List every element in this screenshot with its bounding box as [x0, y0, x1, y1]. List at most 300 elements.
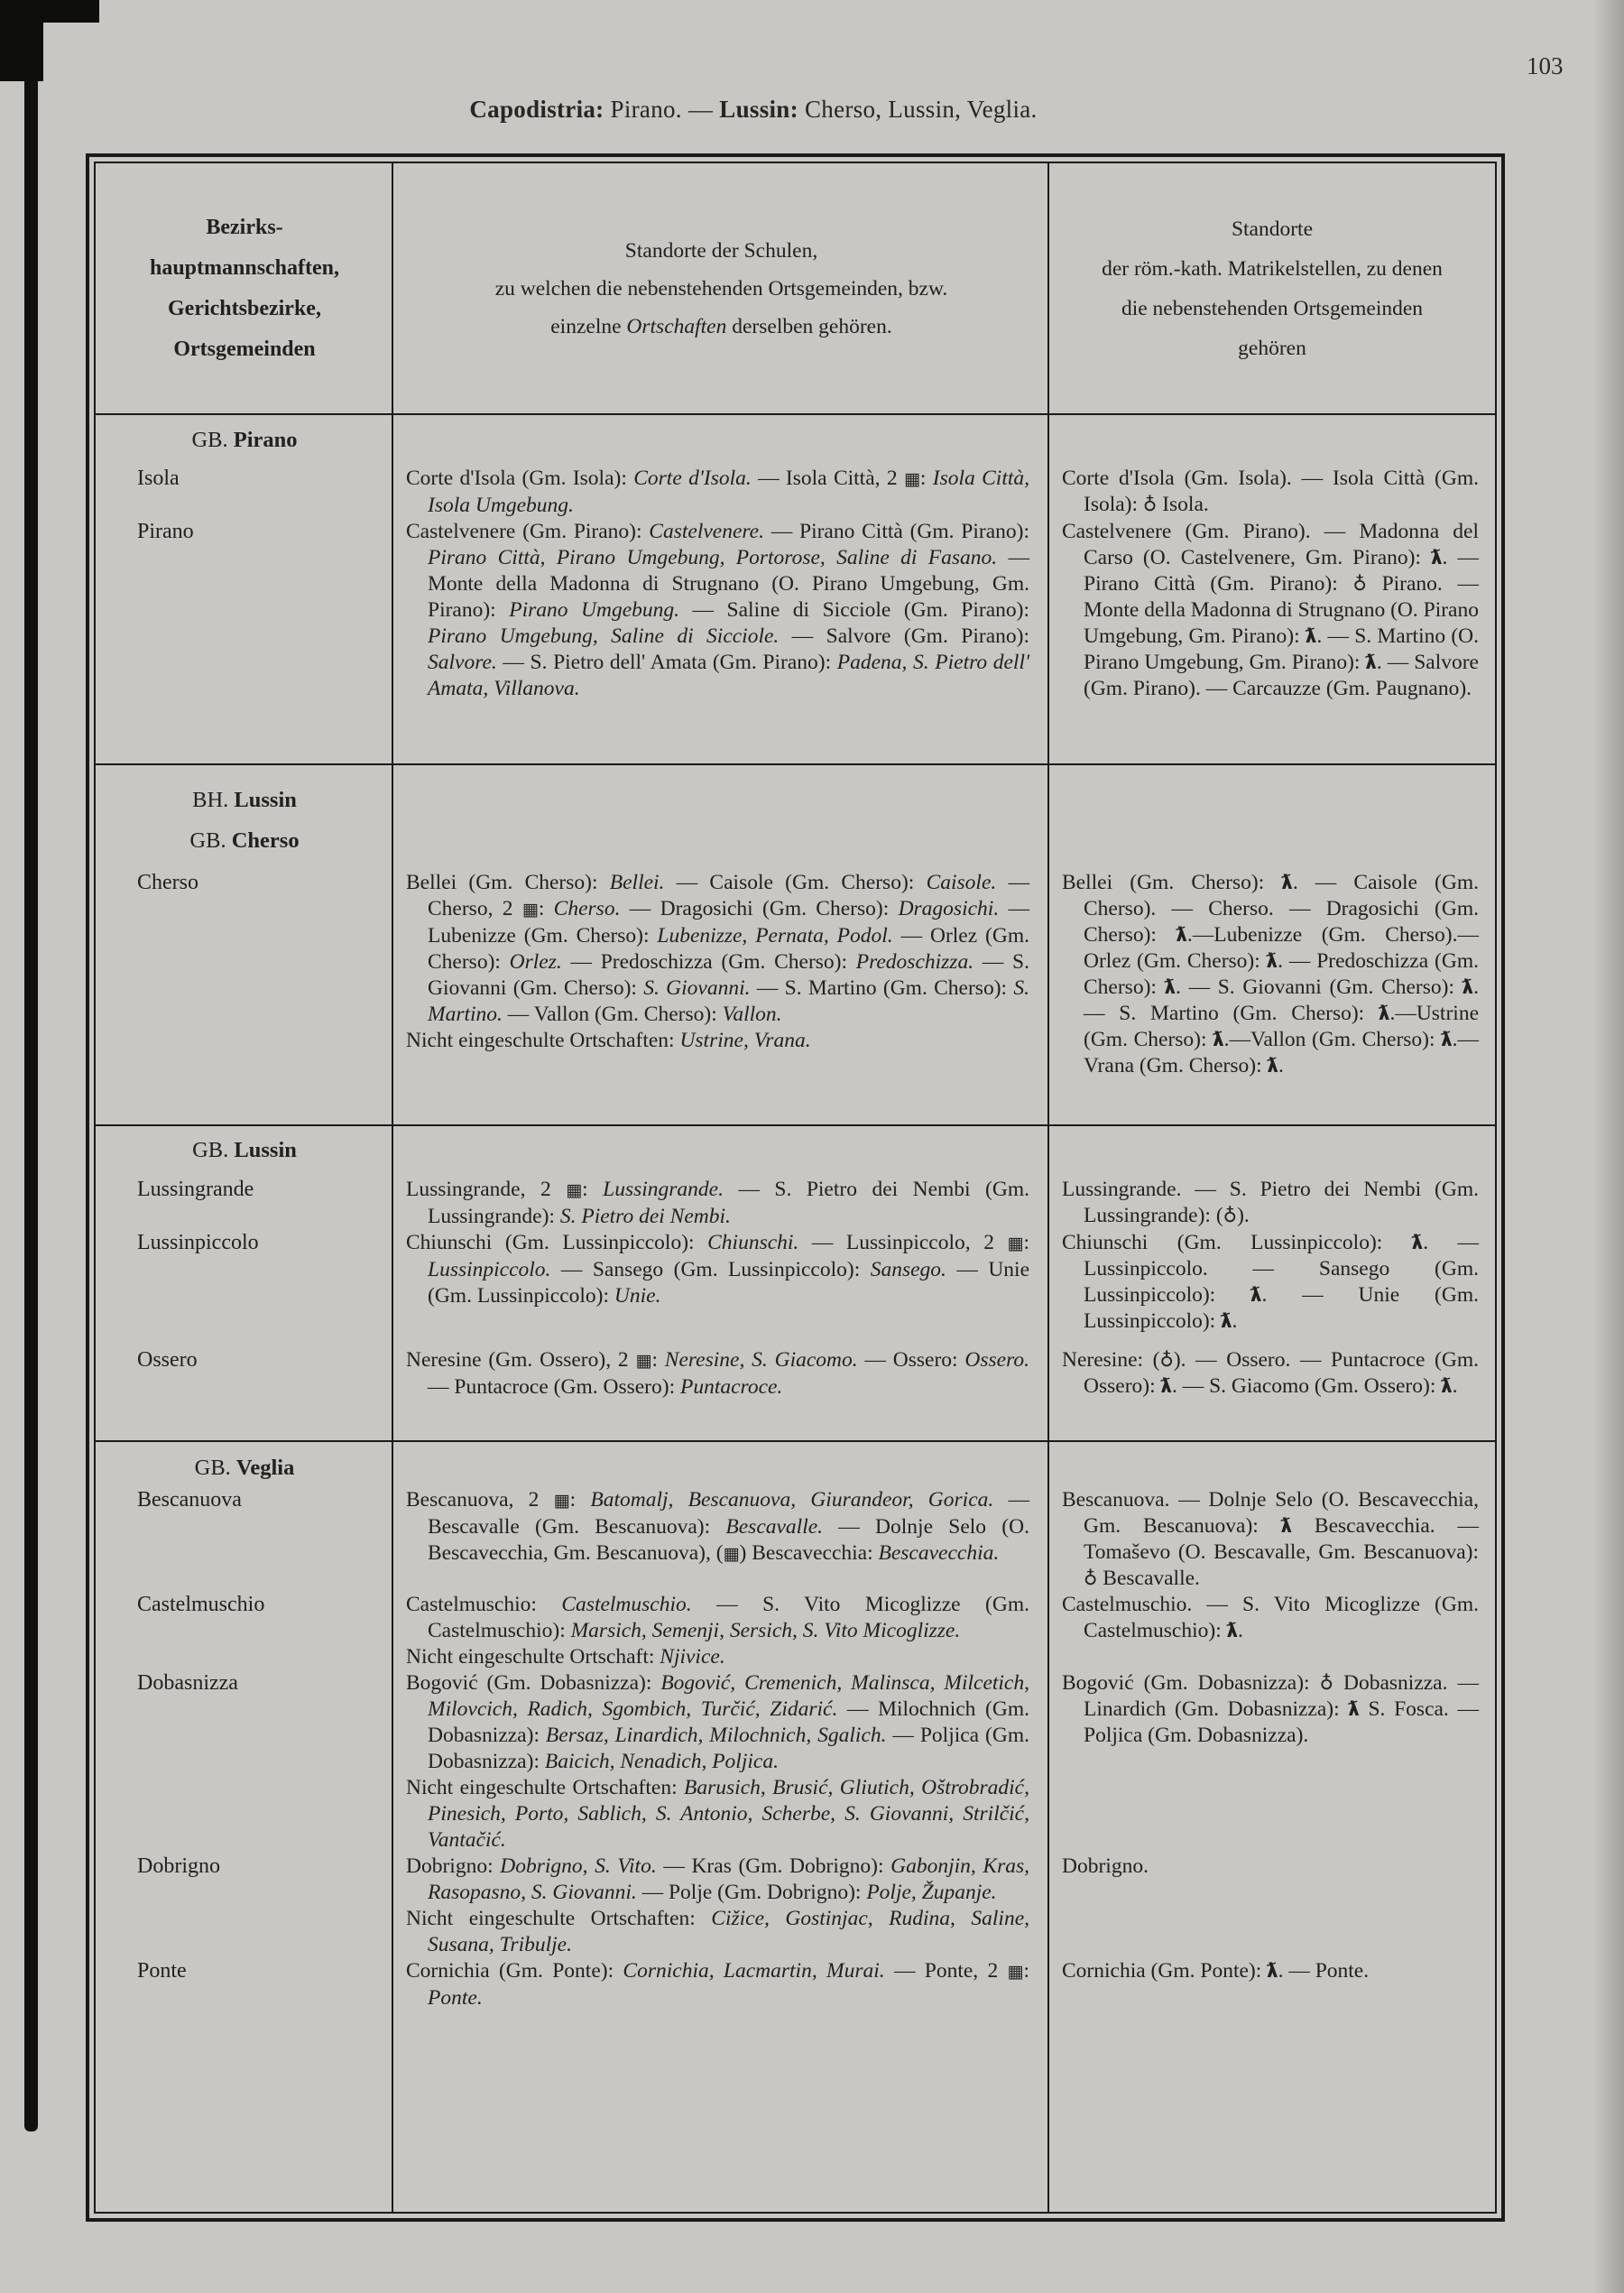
text-run: — Cherso, 2 — [428, 871, 1029, 920]
text-run: hauptmannschaften, — [149, 255, 340, 280]
scan-artifact-left-bar — [24, 0, 38, 2131]
text-run: Pirano. — — [604, 96, 720, 123]
chapel-icon: ƛ — [1365, 652, 1377, 673]
text-run: Bogović (Gm. Dobasnizza): — [1062, 1671, 1320, 1695]
matrikel-paragraph — [1062, 1670, 1479, 1749]
chapel-icon: ƛ — [1221, 1310, 1232, 1332]
text-run: . — Lussinpiccolo. — Sansego (Gm. Lussinpiccolo): — [1084, 1231, 1479, 1307]
text-run: Cornichia, Lacmartin, Murai. — [623, 1959, 885, 1983]
section-heading — [96, 1442, 393, 1482]
text-run: derselben gehören. — [726, 314, 892, 338]
column-divider — [1047, 163, 1049, 2212]
commune-name: Bescanuova — [137, 1488, 242, 1512]
text-run: ). — [1237, 1204, 1250, 1227]
chapel-icon: ƛ — [1348, 1698, 1360, 1720]
text-run: : — [582, 1178, 604, 1201]
text-run: Bescavecchia. — Tomaševo (O. Bescavalle, Gm. Bescanuova): — [1084, 1514, 1479, 1564]
scan-edge-shadow — [1593, 0, 1624, 2293]
text-run: Bersaz, Linardich, Milochnich, Sgalich. — [545, 1724, 887, 1747]
text-run: : — [919, 467, 933, 490]
text-run: die nebenstehenden Ortsgemeinden — [1121, 296, 1424, 320]
gemeinde-row — [96, 1670, 1495, 1854]
gemeinde-row — [96, 1177, 1495, 1230]
column-divider — [392, 163, 393, 2212]
header-line — [173, 329, 315, 370]
text-run: — Salvore (Gm. Pirano): — [779, 624, 1029, 648]
schools-paragraph — [406, 466, 1029, 519]
text-run: Veglia — [235, 1456, 295, 1480]
section-heading-line — [96, 780, 393, 820]
text-run: Predoschizza. — [855, 950, 974, 974]
text-run: Ortsgemeinden — [173, 337, 316, 361]
schools-cell — [393, 1347, 1049, 1401]
text-run: Chiunschi (Gm. Lussinpiccolo): — [406, 1231, 708, 1254]
text-run: . — Unie (Gm. Lussinpiccolo): — [1084, 1283, 1479, 1333]
chapel-icon: ƛ — [1431, 547, 1443, 569]
school-building-icon: ▦ — [553, 1491, 570, 1511]
text-run: Dobrigno, S. Vito. — [500, 1854, 657, 1878]
text-run: — Sansego (Gm. Lussinpiccolo): — [550, 1258, 871, 1281]
text-run: der röm.-kath. Matrikelstellen, zu denen — [1102, 256, 1443, 281]
text-run: Lussingrande. — S. Pietro dei Nembi (Gm. Lussingrande): ( — [1062, 1178, 1479, 1227]
text-run: .—Ustrine (Gm. Cherso): — [1084, 1002, 1479, 1051]
parish-church-icon: ♁ — [1159, 1349, 1174, 1371]
text-run: Lussin — [234, 1138, 297, 1162]
text-run: Lussin: — [719, 96, 798, 123]
text-run: Salvore. — [428, 651, 497, 674]
matrikel-paragraph — [1062, 466, 1479, 518]
commune-name: Dobrigno — [137, 1854, 220, 1878]
text-run: Corte d'Isola. — [633, 467, 752, 490]
text-run: Castelmuschio. — [561, 1593, 692, 1616]
text-run: Pirano — [233, 428, 298, 452]
text-run: S. Pietro dei Nembi. — [559, 1205, 731, 1228]
gemeinde-row — [96, 466, 1495, 519]
text-run: Padena, S. Pietro dell' Amata, Villanova. — [428, 651, 1029, 700]
text-run: — Saline di Sicciole (Gm. Pirano): — [679, 598, 1029, 622]
text-run: : — [1023, 1959, 1029, 1983]
text-run: — Caisole (Gm. Cherso): — [664, 871, 927, 894]
text-run: — Milochnich (Gm. Dobasnizza): — [428, 1697, 1029, 1747]
text-run: Baicich, Nenadich, Poljica. — [544, 1750, 779, 1773]
schools-cell — [393, 1487, 1049, 1592]
header-line — [1213, 209, 1331, 249]
text-run: zu welchen die nebenstehenden Ortsgemeinden, bzw. — [494, 276, 948, 300]
matrikel-cell — [1049, 1670, 1495, 1854]
text-run: Castelvenere (Gm. Pirano). — Madonna del Carso (O. Castelvenere, Gm. Pirano): — [1062, 520, 1479, 569]
text-run: — Monte della Madonna di Strugnano (O. Pirano Umgebung, Gm. Pirano): — [428, 546, 1030, 622]
gazetteer-table-inner — [94, 162, 1497, 2214]
text-run: Bellei (Gm. Cherso): — [406, 871, 610, 894]
schools-cell — [393, 466, 1049, 519]
chapel-icon: ƛ — [1226, 1620, 1239, 1641]
text-run: Gabonjin, Kras, Rasopasno, S. Giovanni. — [428, 1854, 1029, 1904]
chapel-icon: ƛ — [1164, 976, 1176, 998]
text-run: Castelvenere (Gm. Pirano): — [406, 520, 650, 543]
table-section — [96, 1124, 1495, 1440]
chapel-icon: ƛ — [1176, 924, 1187, 946]
text-run: ). — Ossero. — Puntacroce (Gm. Ossero): — [1084, 1348, 1479, 1398]
text-run: Ortschaften — [626, 314, 727, 338]
text-run: Sansego. — [870, 1258, 946, 1281]
text-run: — Pirano Città (Gm. Pirano): — [763, 520, 1029, 543]
text-run: Nicht eingeschulte Ortschaft: — [406, 1645, 660, 1669]
text-run: Bellei (Gm. Cherso): — [1062, 871, 1282, 894]
text-run: Castelmuschio. — S. Vito Micoglizze (Gm. Castelmuschio): — [1062, 1593, 1479, 1642]
text-run: . — [1238, 1619, 1243, 1642]
commune-name: Pirano — [137, 520, 194, 543]
text-run: Unie. — [614, 1284, 661, 1308]
text-run: — Vallon (Gm. Cherso): — [502, 1003, 723, 1026]
schools-paragraph — [406, 1906, 1029, 1958]
header-line — [150, 248, 339, 289]
section-heading-line — [96, 820, 393, 861]
section-heading-line — [96, 427, 393, 454]
text-run: Lussingrande, 2 — [406, 1178, 567, 1201]
matrikel-paragraph — [1062, 519, 1479, 702]
text-run: Puntacroce. — [679, 1375, 783, 1399]
text-run: Cižice, Gostinjac, Rudina, Saline, Susana, Tribulje. — [428, 1907, 1029, 1956]
text-run: Bescavecchia. — [878, 1541, 1000, 1565]
gemeinde-row — [96, 1487, 1495, 1592]
chapel-icon: ƛ — [1267, 1055, 1278, 1077]
header-cell-schools — [393, 163, 1049, 413]
matrikel-paragraph — [1062, 1592, 1479, 1644]
parish-church-icon: ♁ — [1319, 1672, 1333, 1694]
matrikel-paragraph — [1062, 1854, 1479, 1880]
text-run: : — [1023, 1231, 1029, 1254]
chapel-icon: ƛ — [1160, 1375, 1172, 1397]
text-run: Standorte — [1231, 217, 1314, 241]
text-run: — Lussinpiccolo, 2 — [798, 1231, 1008, 1254]
schools-paragraph — [406, 1644, 1029, 1670]
text-run: Lussin — [234, 788, 297, 812]
text-run: — S. Vito Micoglizze (Gm. Castelmuschio): — [428, 1593, 1030, 1642]
matrikel-cell — [1049, 466, 1495, 519]
text-run: Neresine: ( — [1062, 1348, 1160, 1372]
text-run: . — Ponte. — [1278, 1959, 1370, 1983]
text-run: . — S. Martino (O. Pirano Umgebung, Gm. Pirano): — [1084, 624, 1480, 674]
text-run: Dobrigno. — [1062, 1854, 1149, 1878]
gemeinde-row — [96, 1592, 1495, 1670]
chapel-icon: ƛ — [1379, 1003, 1390, 1024]
text-run: Castelmuschio: — [406, 1593, 562, 1616]
text-run: Bezirks- — [206, 215, 283, 239]
text-run: .—Vallon (Gm. Cherso): — [1223, 1028, 1442, 1051]
chapel-icon: ƛ — [1266, 950, 1278, 972]
school-building-icon: ▦ — [723, 1544, 740, 1564]
parish-church-icon: ♁ — [1223, 1205, 1238, 1226]
chapel-icon: ƛ — [1411, 1232, 1424, 1253]
matrikel-paragraph — [1062, 870, 1479, 1079]
text-run: Barusich, Brusić, Gliutich, Oštrobradić, Pinesich, Porto, Sablich, S. Antonio, Scherbe, S. Giovanni, Strilčić, Vantačić. — [428, 1776, 1029, 1852]
text-run: . — Pirano Città (Gm. Pirano): — [1084, 546, 1480, 596]
text-run: Dragosichi. — [898, 897, 1000, 920]
text-run: Pirano. — Monte della Madonna di Strugnano (O. Pirano Umgebung, Gm. Pirano): — [1084, 572, 1479, 648]
commune-name: Dobasnizza — [137, 1671, 238, 1695]
schools-paragraph — [406, 1230, 1029, 1309]
header-line — [168, 289, 321, 329]
parish-church-icon: ♁ — [1352, 573, 1367, 595]
text-run: : — [651, 1348, 665, 1372]
school-building-icon: ▦ — [566, 1180, 583, 1200]
matrikel-paragraph — [1062, 1230, 1479, 1335]
table-section — [96, 1440, 1495, 2214]
chapel-icon: ƛ — [1213, 1029, 1224, 1050]
header-line — [495, 270, 948, 308]
text-run: Polje, Županje. — [866, 1881, 997, 1904]
gazetteer-table — [86, 153, 1505, 2222]
schools-paragraph — [406, 1592, 1029, 1644]
text-run: Isola Città, Isola Umgebung. — [428, 467, 1030, 517]
commune-name: Castelmuschio — [137, 1593, 265, 1616]
text-run: GB. — [189, 828, 232, 853]
header-line — [1103, 289, 1441, 328]
text-run: .—Vrana (Gm. Cherso): — [1084, 1028, 1479, 1077]
text-run: Bogović, Cremenich, Malinsca, Milcetich, Milovcich, Radich, Sgombich, Turčić, Zidarić. — [428, 1671, 1029, 1721]
text-run: ) Bescavecchia: — [739, 1541, 879, 1565]
text-run: — Ponte, 2 — [884, 1959, 1008, 1983]
text-run: Njivice. — [660, 1645, 725, 1669]
section-heading — [96, 1126, 393, 1164]
schools-cell — [393, 1592, 1049, 1670]
school-building-icon: ▦ — [635, 1351, 652, 1371]
chapel-icon: ƛ — [1250, 1284, 1262, 1306]
schools-paragraph — [406, 1958, 1029, 2011]
text-run: — Bescavalle (Gm. Bescanuova): — [428, 1488, 1030, 1539]
text-run: — Dolnje Selo (O. Bescavecchia, Gm. Bescanuova), ( — [428, 1515, 1029, 1565]
parish-church-icon: ♁ — [1084, 1567, 1098, 1589]
text-run: Pirano Umgebung, Saline di Sicciole. — [428, 624, 780, 648]
text-run: — Unie (Gm. Lussinpiccolo): — [428, 1258, 1029, 1308]
text-run: Dobasnizza. — Linardich (Gm. Dobasnizza): — [1084, 1671, 1479, 1721]
text-run: Lubenizze, Pernata, Podol. — [657, 924, 893, 948]
page-number: 103 — [1527, 52, 1564, 79]
text-run: Cherso. — [553, 897, 621, 920]
text-run: . — S. Giacomo (Gm. Ossero): — [1171, 1374, 1442, 1398]
table-header-row — [96, 163, 1495, 413]
text-run: : — [569, 1488, 591, 1512]
header-line — [1084, 249, 1461, 289]
text-run: Nicht eingeschulte Ortschaften: — [406, 1776, 685, 1799]
text-run: — Polje (Gm. Dobrigno): — [636, 1881, 867, 1904]
chapel-icon: ƛ — [1280, 1515, 1293, 1537]
text-run: Ponte. — [428, 1986, 483, 2010]
text-run: Neresine, S. Giacomo. — [664, 1348, 858, 1372]
gemeinde-row — [96, 1958, 1495, 2011]
text-run: Marsich, Semenji, Sersich, S. Vito Micoglizze. — [570, 1619, 961, 1642]
matrikel-cell — [1049, 1592, 1495, 1670]
commune-name: Ponte — [137, 1959, 187, 1983]
text-run: GB. — [191, 428, 234, 452]
text-run: — Predoschizza (Gm. Cherso): — [561, 950, 856, 974]
matrikel-cell — [1049, 1854, 1495, 1958]
schools-paragraph — [406, 1670, 1029, 1775]
text-run: — S. Pietro dell' Amata (Gm. Pirano): — [496, 651, 837, 674]
text-run: Vallon. — [722, 1003, 782, 1026]
schools-cell — [393, 519, 1049, 702]
text-run: Chiunschi. — [707, 1231, 799, 1254]
text-run: Nicht eingeschulte Ortschaften: — [406, 1029, 680, 1052]
schools-paragraph — [406, 1028, 1029, 1054]
text-run: Caisole. — [926, 871, 997, 894]
text-run: GB. — [194, 1456, 236, 1480]
gemeinde-row — [96, 519, 1495, 702]
text-run: Bogović (Gm. Dobasnizza): — [406, 1671, 661, 1695]
header-line — [625, 232, 817, 270]
matrikel-cell — [1049, 1230, 1495, 1335]
header-cell-districts — [96, 163, 393, 413]
school-building-icon: ▦ — [1007, 1962, 1024, 1982]
section-heading-line — [96, 1137, 393, 1164]
chapel-icon: ƛ — [1281, 872, 1293, 893]
schools-paragraph — [406, 1487, 1029, 1567]
gemeinde-row — [96, 870, 1495, 1079]
text-run: Pirano Città, Pirano Umgebung, Portorose, Saline di Fasano. — [428, 546, 998, 569]
text-run: . — Caisole (Gm. Cherso). — Cherso. — Dragosichi (Gm. Cherso): — [1084, 871, 1479, 947]
school-building-icon: ▦ — [903, 469, 920, 489]
matrikel-cell — [1049, 1347, 1495, 1401]
text-run: Cherso, Lussin, Veglia. — [798, 96, 1038, 123]
text-run: — Isola Città, 2 — [751, 467, 904, 490]
matrikel-cell — [1049, 1958, 1495, 2011]
text-run: Bellei. — [609, 871, 665, 894]
commune-name: Cherso — [137, 871, 198, 894]
header-line — [550, 308, 891, 346]
text-run: Dobrigno: — [406, 1854, 501, 1878]
schools-cell — [393, 1958, 1049, 2011]
text-run: — Puntacroce (Gm. Ossero): — [428, 1375, 680, 1399]
text-run: GB. — [192, 1138, 235, 1162]
text-run: . — Salvore (Gm. Pirano). — Carcauzze (Gm. Paugnano). — [1084, 651, 1479, 700]
matrikel-cell — [1049, 519, 1495, 702]
text-run: Neresine (Gm. Ossero), 2 — [406, 1348, 636, 1372]
scan-artifact-corner — [0, 0, 43, 81]
schools-paragraph — [406, 1854, 1029, 1906]
text-run: Isola. — [1157, 493, 1209, 516]
commune-name: Isola — [137, 467, 180, 490]
text-run: — Ossero: — [857, 1348, 965, 1372]
schools-cell — [393, 1230, 1049, 1335]
text-run: Bescanuova, 2 — [406, 1488, 554, 1512]
text-run: . — [1452, 1374, 1458, 1398]
text-run: einzelne — [550, 314, 627, 338]
chapel-icon: ƛ — [1441, 1029, 1453, 1050]
text-run: — S. Pietro dei Nembi (Gm. Lussingrande): — [428, 1178, 1029, 1228]
schools-paragraph — [406, 1347, 1029, 1401]
chapel-icon: ƛ — [1462, 976, 1474, 998]
schools-cell — [393, 1177, 1049, 1230]
text-run: Bescavalle. — [1097, 1567, 1200, 1590]
text-run: . — S. Giovanni (Gm. Cherso): — [1176, 975, 1463, 999]
text-run: Lussinpiccolo. — [428, 1258, 551, 1281]
text-run: . — [1278, 1054, 1284, 1077]
matrikel-cell — [1049, 1177, 1495, 1230]
parish-church-icon: ♁ — [1142, 494, 1158, 515]
text-run: — S. Martino (Gm. Cherso): — [750, 976, 1014, 1000]
chapel-icon: ƛ — [1305, 625, 1317, 647]
header-line — [206, 208, 282, 248]
text-run: BH. — [192, 788, 235, 812]
gemeinde-row — [96, 1230, 1495, 1335]
text-run: Castelvenere. — [649, 520, 764, 543]
text-run: Lussingrande. — [603, 1178, 724, 1201]
text-run: Chiunschi (Gm. Lussinpiccolo): — [1062, 1231, 1412, 1254]
text-run: — Kras (Gm. Dobrigno): — [656, 1854, 891, 1878]
matrikel-paragraph — [1062, 1487, 1479, 1592]
header-line — [1220, 328, 1324, 368]
text-run: Bescanuova. — Dolnje Selo (O. Bescavecchia, Gm. Bescanuova): — [1062, 1488, 1479, 1538]
text-run: — Poljica (Gm. Dobasnizza): — [428, 1724, 1029, 1773]
header-cell-matrikel — [1049, 163, 1495, 413]
school-building-icon: ▦ — [1007, 1234, 1024, 1253]
schools-paragraph — [406, 870, 1029, 1028]
text-run: — Dragosichi (Gm. Cherso): — [620, 897, 899, 920]
gemeinde-row — [96, 1854, 1495, 1958]
commune-name: Lussinpiccolo — [137, 1231, 259, 1254]
text-run: Corte d'Isola (Gm. Isola): — [406, 467, 634, 490]
section-heading — [96, 765, 393, 861]
text-run: Pirano Umgebung. — [509, 598, 680, 622]
text-run: Capodistria: — [469, 96, 604, 123]
matrikel-cell — [1049, 1487, 1495, 1592]
gemeinde-row — [96, 1347, 1495, 1401]
text-run: : — [538, 897, 554, 920]
table-section — [96, 763, 1495, 1124]
matrikel-cell — [1049, 870, 1495, 1079]
text-run: gehören — [1238, 336, 1306, 360]
text-run: Ustrine, Vrana. — [679, 1029, 811, 1052]
text-run: S. Giovanni. — [643, 976, 751, 1000]
schools-paragraph — [406, 519, 1029, 702]
text-run: S. Martino. — [428, 976, 1029, 1026]
text-run: Batomalj, Bescanuova, Giurandeor, Gorica. — [590, 1488, 994, 1512]
text-run: Bescavalle. — [725, 1515, 824, 1539]
text-run: S. Fosca. — Poljica (Gm. Dobasnizza). — [1084, 1697, 1479, 1747]
section-heading-line — [96, 1455, 393, 1482]
schools-cell — [393, 870, 1049, 1079]
text-run: Corte d'Isola (Gm. Isola). — Isola Città (Gm. Isola): — [1062, 467, 1479, 516]
schools-paragraph — [406, 1177, 1029, 1230]
text-run: Standorte der Schulen, — [624, 238, 818, 263]
matrikel-paragraph — [1062, 1958, 1479, 1984]
school-building-icon: ▦ — [521, 900, 539, 920]
text-run: Orlez. — [509, 950, 562, 974]
matrikel-paragraph — [1062, 1177, 1479, 1229]
text-run: .—Lubenizze (Gm. Cherso).— Orlez (Gm. Cherso): — [1084, 923, 1479, 973]
schools-cell — [393, 1854, 1049, 1958]
text-run: — S. Giovanni (Gm. Cherso): — [428, 950, 1029, 1000]
section-heading — [96, 415, 393, 454]
schools-paragraph — [406, 1775, 1029, 1854]
commune-name: Ossero — [137, 1348, 198, 1372]
text-run: . — [1232, 1309, 1238, 1333]
commune-name: Lussingrande — [137, 1178, 254, 1201]
text-run: — Lubenizze (Gm. Cherso): — [428, 897, 1030, 948]
text-run: — Orlez (Gm. Cherso): — [428, 924, 1030, 974]
chapel-icon: ƛ — [1267, 1960, 1278, 1982]
running-title — [86, 96, 1421, 124]
text-run: Cherso — [231, 828, 300, 853]
text-run: Gerichtsbezirke, — [168, 296, 321, 320]
text-run: Cornichia (Gm. Ponte): — [406, 1959, 623, 1983]
text-run: Nicht eingeschulte Ortschaften: — [406, 1907, 712, 1930]
chapel-icon: ƛ — [1441, 1375, 1453, 1397]
table-section — [96, 413, 1495, 763]
text-run: Cornichia (Gm. Ponte): — [1062, 1959, 1268, 1983]
text-run: . — S. Martino (Gm. Cherso): — [1084, 975, 1479, 1025]
text-run: . — Predoschizza (Gm. Cherso): — [1084, 949, 1479, 999]
